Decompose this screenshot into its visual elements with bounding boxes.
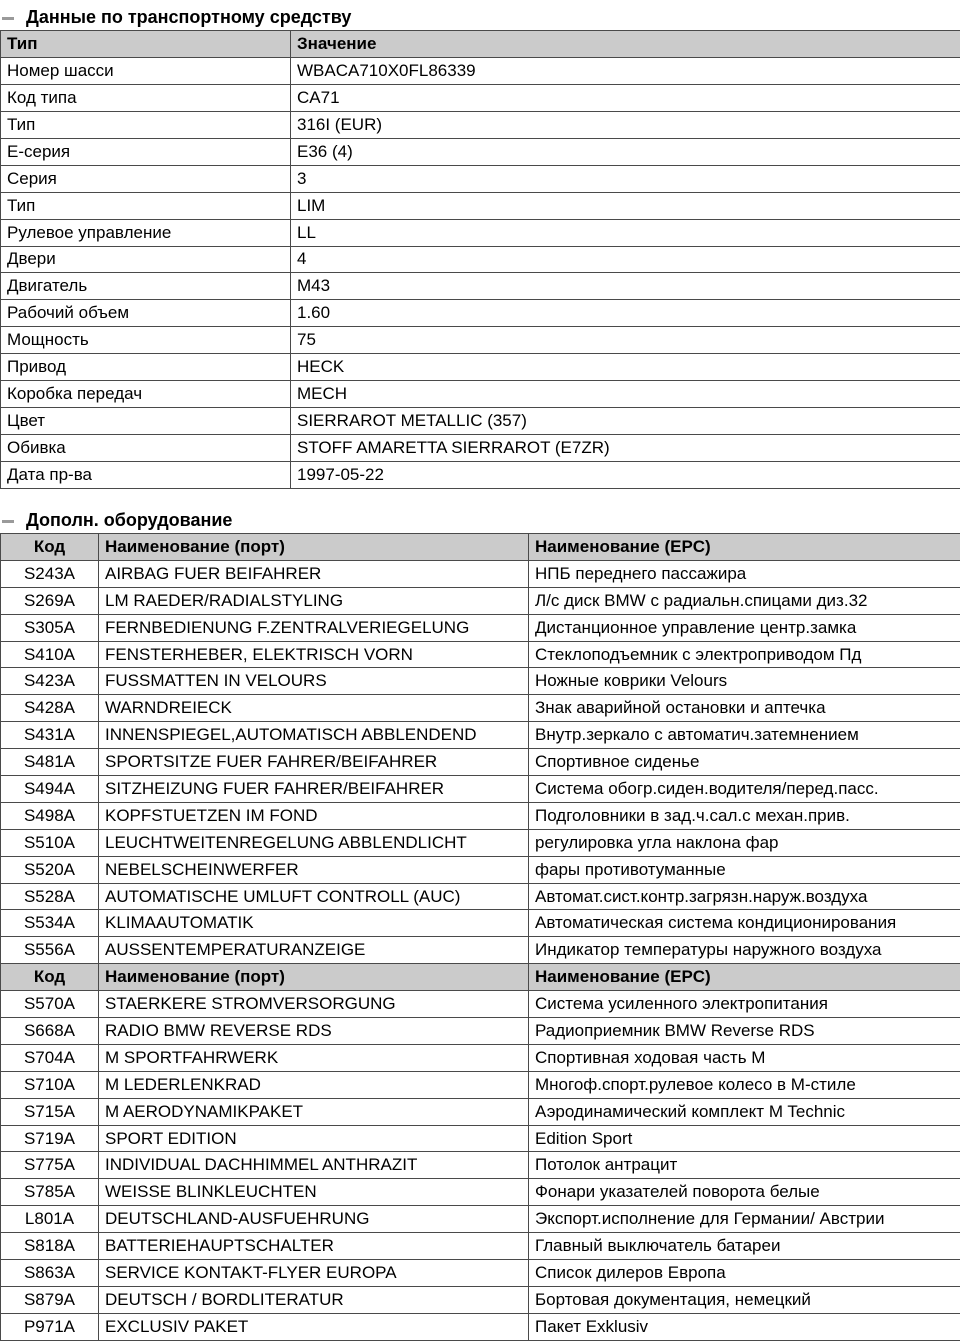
option-code-cell: S818A — [1, 1233, 99, 1260]
table-row — [1, 1071, 960, 1098]
table-row — [1, 829, 960, 856]
field-value-cell: 316I (EUR) — [291, 111, 960, 138]
option-name-epc-cell: Стеклоподъемник с электроприводом Пд — [529, 641, 960, 668]
table-row — [1, 408, 960, 435]
option-code-cell: S785A — [1, 1179, 99, 1206]
table-row — [1, 273, 960, 300]
field-name-cell: Код типа — [1, 84, 291, 111]
option-name-port-cell: M SPORTFAHRWERK — [99, 1044, 529, 1071]
option-name-port-cell: DEUTSCH / BORDLITERATUR — [99, 1286, 529, 1313]
option-name-port-cell: NEBELSCHEINWERFER — [99, 856, 529, 883]
table-row — [1, 1233, 960, 1260]
field-name-cell: Номер шасси — [1, 57, 291, 84]
option-name-port-cell: FERNBEDIENUNG F.ZENTRALVERIEGELUNG — [99, 614, 529, 641]
table-row — [1, 749, 960, 776]
option-name-epc-cell: Автоматическая система кондиционирования — [529, 910, 960, 937]
table-row — [1, 695, 960, 722]
column-header-value: Значение — [291, 31, 960, 58]
table-row — [1, 1125, 960, 1152]
option-name-epc-cell: Автомат.сист.контр.загрязн.наруж.воздуха — [529, 883, 960, 910]
table-row — [1, 560, 960, 587]
column-header-name-epc: Наименование (EPC) — [529, 964, 960, 991]
option-name-port-cell: M LEDERLENKRAD — [99, 1071, 529, 1098]
option-name-port-cell: SPORT EDITION — [99, 1125, 529, 1152]
table-row — [1, 381, 960, 408]
option-name-port-cell: KLIMAAUTOMATIK — [99, 910, 529, 937]
column-header-code: Код — [1, 964, 99, 991]
option-code-cell: S863A — [1, 1260, 99, 1287]
field-name-cell: Цвет — [1, 408, 291, 435]
option-name-port-cell: FUSSMATTEN IN VELOURS — [99, 668, 529, 695]
table-row — [1, 1152, 960, 1179]
option-name-epc-cell: Главный выключатель батареи — [529, 1233, 960, 1260]
option-name-epc-cell: Знак аварийной остановки и аптечка — [529, 695, 960, 722]
field-value-cell: 3 — [291, 165, 960, 192]
option-name-epc-cell: Радиоприемник BMW Reverse RDS — [529, 1018, 960, 1045]
table-row — [1, 937, 960, 964]
option-code-cell: S243A — [1, 560, 99, 587]
table-row — [1, 1206, 960, 1233]
table-row — [1, 722, 960, 749]
option-name-port-cell: DEUTSCHLAND-AUSFUEHRUNG — [99, 1206, 529, 1233]
option-name-port-cell: LM RAEDER/RADIALSTYLING — [99, 587, 529, 614]
option-code-cell: S269A — [1, 587, 99, 614]
option-name-epc-cell: Индикатор температуры наружного воздуха — [529, 937, 960, 964]
field-value-cell: MECH — [291, 381, 960, 408]
option-name-port-cell: RADIO BMW REVERSE RDS — [99, 1018, 529, 1045]
field-value-cell: 1997-05-22 — [291, 462, 960, 489]
column-header-type: Тип — [1, 31, 291, 58]
table-row — [1, 910, 960, 937]
field-name-cell: Мощность — [1, 327, 291, 354]
table-row — [1, 1044, 960, 1071]
field-name-cell: Е-серия — [1, 138, 291, 165]
table-row — [1, 1260, 960, 1287]
field-name-cell: Привод — [1, 354, 291, 381]
field-value-cell: HECK — [291, 354, 960, 381]
table-row — [1, 435, 960, 462]
option-name-epc-cell: Спортивная ходовая часть M — [529, 1044, 960, 1071]
field-name-cell: Тип — [1, 111, 291, 138]
column-header-name-epc: Наименование (EPC) — [529, 534, 960, 561]
option-code-cell: S528A — [1, 883, 99, 910]
option-name-port-cell: WEISSE BLINKLEUCHTEN — [99, 1179, 529, 1206]
table-row — [1, 1286, 960, 1313]
table-row — [1, 883, 960, 910]
option-name-port-cell: WARNDREIECK — [99, 695, 529, 722]
option-code-cell: S423A — [1, 668, 99, 695]
table-row — [1, 1313, 960, 1340]
collapse-minus-icon[interactable] — [2, 520, 14, 523]
option-code-cell: L801A — [1, 1206, 99, 1233]
option-code-cell: S431A — [1, 722, 99, 749]
table-row — [1, 219, 960, 246]
table-row — [1, 165, 960, 192]
table-row — [1, 668, 960, 695]
option-name-epc-cell: Аэродинамический комплект M Technic — [529, 1098, 960, 1125]
option-name-port-cell: INDIVIDUAL DACHHIMMEL ANTHRAZIT — [99, 1152, 529, 1179]
option-name-port-cell: BATTERIEHAUPTSCHALTER — [99, 1233, 529, 1260]
option-name-epc-cell: Система усиленного электропитания — [529, 991, 960, 1018]
vehicle-table-header-row — [1, 31, 960, 58]
table-row — [1, 138, 960, 165]
option-name-port-cell: LEUCHTWEITENREGELUNG ABBLENDLICHT — [99, 829, 529, 856]
option-name-epc-cell: Многоф.спорт.рулевое колесо в М-стиле — [529, 1071, 960, 1098]
column-header-code: Код — [1, 534, 99, 561]
table-row — [1, 776, 960, 803]
equipment-table — [0, 533, 960, 1341]
option-code-cell: S715A — [1, 1098, 99, 1125]
option-name-epc-cell: Бортовая документация, немецкий — [529, 1286, 960, 1313]
equipment-section-title: Дополн. оборудование — [26, 510, 232, 531]
option-name-epc-cell: Фонари указателей поворота белые — [529, 1179, 960, 1206]
option-name-port-cell: KOPFSTUETZEN IM FOND — [99, 802, 529, 829]
column-header-name-port: Наименование (порт) — [99, 534, 529, 561]
option-code-cell: S668A — [1, 1018, 99, 1045]
table-row — [1, 802, 960, 829]
option-name-epc-cell: Система обогр.сиден.водителя/перед.пасс. — [529, 776, 960, 803]
option-name-epc-cell: Список дилеров Европа — [529, 1260, 960, 1287]
field-value-cell: SIERRAROT METALLIC (357) — [291, 408, 960, 435]
option-code-cell: S710A — [1, 1071, 99, 1098]
table-row — [1, 327, 960, 354]
option-code-cell: S704A — [1, 1044, 99, 1071]
table-row — [1, 614, 960, 641]
table-row — [1, 57, 960, 84]
option-code-cell: S556A — [1, 937, 99, 964]
field-name-cell: Обивка — [1, 435, 291, 462]
vehicle-section-header[interactable] — [0, 6, 351, 28]
option-code-cell: S481A — [1, 749, 99, 776]
option-name-epc-cell: Ножные коврики Velours — [529, 668, 960, 695]
option-name-epc-cell: Внутр.зеркало с автоматич.затемнением — [529, 722, 960, 749]
field-value-cell: CA71 — [291, 84, 960, 111]
field-name-cell: Двери — [1, 246, 291, 273]
table-row — [1, 462, 960, 489]
option-code-cell: P971A — [1, 1313, 99, 1340]
field-value-cell: LIM — [291, 192, 960, 219]
option-name-port-cell: EXCLUSIV PAKET — [99, 1313, 529, 1340]
option-code-cell: S428A — [1, 695, 99, 722]
option-name-port-cell: STAERKERE STROMVERSORGUNG — [99, 991, 529, 1018]
field-value-cell: STOFF AMARETTA SIERRAROT (E7ZR) — [291, 435, 960, 462]
option-code-cell: S498A — [1, 802, 99, 829]
table-row — [1, 641, 960, 668]
field-value-cell: LL — [291, 219, 960, 246]
field-name-cell: Двигатель — [1, 273, 291, 300]
option-name-port-cell: SERVICE KONTAKT-FLYER EUROPA — [99, 1260, 529, 1287]
table-row — [1, 354, 960, 381]
option-code-cell: S410A — [1, 641, 99, 668]
field-value-cell: 1.60 — [291, 300, 960, 327]
field-name-cell: Дата пр-ва — [1, 462, 291, 489]
option-code-cell: S534A — [1, 910, 99, 937]
table-row — [1, 1098, 960, 1125]
option-name-port-cell: AUTOMATISCHE UMLUFT CONTROLL (AUC) — [99, 883, 529, 910]
option-name-epc-cell: фары противотуманные — [529, 856, 960, 883]
option-name-port-cell: M AERODYNAMIKPAKET — [99, 1098, 529, 1125]
field-value-cell: M43 — [291, 273, 960, 300]
option-code-cell: S570A — [1, 991, 99, 1018]
table-row — [1, 587, 960, 614]
option-name-epc-cell: Подголовники в зад.ч.сал.с механ.прив. — [529, 802, 960, 829]
option-name-epc-cell: Пакет Exklusiv — [529, 1313, 960, 1340]
option-name-port-cell: FENSTERHEBER, ELEKTRISCH VORN — [99, 641, 529, 668]
table-row — [1, 856, 960, 883]
field-value-cell: 4 — [291, 246, 960, 273]
equipment-table-header-row — [1, 964, 960, 991]
vehicle-data-table — [0, 30, 960, 489]
field-value-cell: 75 — [291, 327, 960, 354]
field-name-cell: Коробка передач — [1, 381, 291, 408]
option-code-cell: S520A — [1, 856, 99, 883]
option-name-port-cell: AIRBAG FUER BEIFAHRER — [99, 560, 529, 587]
field-value-cell: WBACA710X0FL86339 — [291, 57, 960, 84]
option-name-epc-cell: регулировка угла наклона фар — [529, 829, 960, 856]
option-name-epc-cell: НПБ переднего пассажира — [529, 560, 960, 587]
vehicle-section-title: Данные по транспортному средству — [26, 7, 351, 28]
option-name-port-cell: SPORTSITZE FUER FAHRER/BEIFAHRER — [99, 749, 529, 776]
option-name-epc-cell: Дистанционное управление центр.замка — [529, 614, 960, 641]
option-code-cell: S879A — [1, 1286, 99, 1313]
option-name-epc-cell: Edition Sport — [529, 1125, 960, 1152]
table-row — [1, 246, 960, 273]
table-row — [1, 192, 960, 219]
table-row — [1, 111, 960, 138]
field-name-cell: Серия — [1, 165, 291, 192]
option-name-port-cell: INNENSPIEGEL,AUTOMATISCH ABBLENDEND — [99, 722, 529, 749]
table-row — [1, 1179, 960, 1206]
option-name-port-cell: AUSSENTEMPERATURANZEIGE — [99, 937, 529, 964]
collapse-minus-icon[interactable] — [2, 17, 14, 20]
option-code-cell: S510A — [1, 829, 99, 856]
field-value-cell: E36 (4) — [291, 138, 960, 165]
table-row — [1, 991, 960, 1018]
option-name-epc-cell: Потолок антрацит — [529, 1152, 960, 1179]
option-code-cell: S775A — [1, 1152, 99, 1179]
field-name-cell: Тип — [1, 192, 291, 219]
option-name-epc-cell: Л/с диск BMW с радиальн.спицами диз.32 — [529, 587, 960, 614]
field-name-cell: Рабочий объем — [1, 300, 291, 327]
table-row — [1, 84, 960, 111]
column-header-name-port: Наименование (порт) — [99, 964, 529, 991]
table-row — [1, 1018, 960, 1045]
option-code-cell: S719A — [1, 1125, 99, 1152]
equipment-table-header-row — [1, 534, 960, 561]
option-code-cell: S305A — [1, 614, 99, 641]
field-name-cell: Рулевое управление — [1, 219, 291, 246]
option-name-port-cell: SITZHEIZUNG FUER FAHRER/BEIFAHRER — [99, 776, 529, 803]
table-row — [1, 300, 960, 327]
equipment-section-header[interactable] — [0, 509, 232, 531]
option-name-epc-cell: Экспорт.исполнение для Германии/ Австрии — [529, 1206, 960, 1233]
option-name-epc-cell: Спортивное сиденье — [529, 749, 960, 776]
option-code-cell: S494A — [1, 776, 99, 803]
